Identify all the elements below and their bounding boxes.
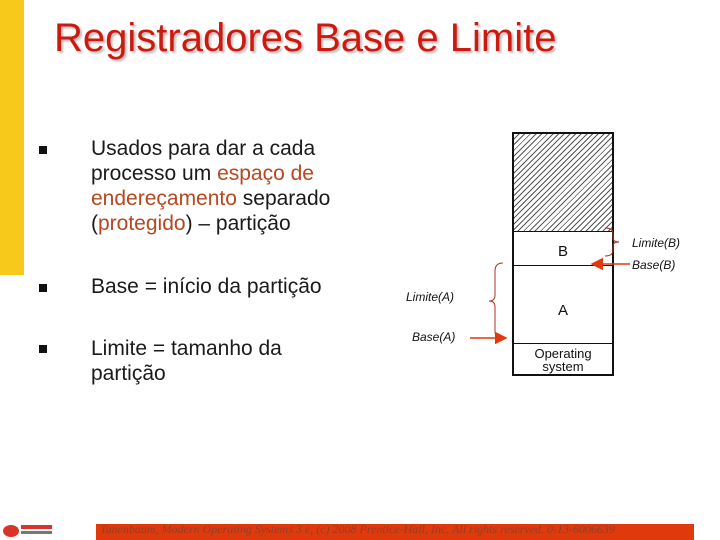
bullet-1-highlight: espaço de endereçamento — [91, 162, 314, 210]
university-logo — [2, 520, 54, 538]
bullet-3-text: Limite = tamanho da partição — [91, 337, 282, 385]
label-base-a: Base(A) — [412, 330, 456, 344]
brace-a — [489, 263, 503, 339]
operating-system-segment: Operating system — [534, 346, 592, 374]
bullet-1-highlight: protegido — [98, 212, 186, 235]
label-limite-b: Limite(B) — [632, 236, 681, 250]
bullet-1-part: ) – partição — [185, 212, 291, 235]
partition-a: A — [514, 266, 612, 344]
footer-citation: Tanenbaum, Modern Operating Systems 3 e, (c) 2008 Prentice-Hall, Inc. All rights reserved. 0-13-6006639 — [100, 522, 616, 536]
bullet-1-part: separado ( — [91, 187, 331, 235]
bullet-1-part: Usados para dar a cada processo um — [91, 137, 316, 185]
slide-title: Registradores Base e Limite — [54, 16, 557, 60]
partition-b: B — [514, 232, 612, 266]
brace-b — [605, 228, 619, 256]
label-limite-a: Limite(A) — [406, 290, 455, 304]
bullet-2-text: Base = início da partição — [91, 275, 322, 298]
label-base-b: Base(B) — [632, 258, 676, 272]
